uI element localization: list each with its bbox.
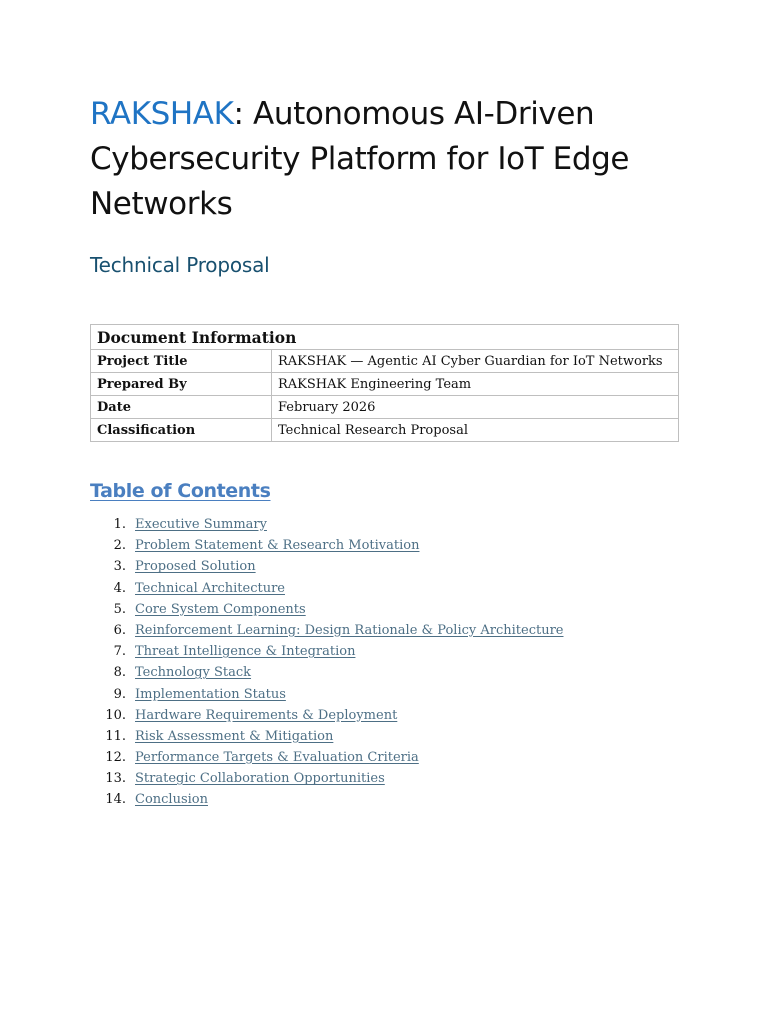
info-table-heading: Document Information [91,325,679,350]
toc-item-number: 12. [105,750,126,766]
title-accent-word: RAKSHAK [90,96,234,132]
document-subtitle: Technical Proposal [90,253,270,277]
toc-link-hardware-requirements[interactable]: Hardware Requirements & Deployment [135,707,398,723]
info-label: Prepared By [91,373,272,396]
toc-heading[interactable]: Table of Contents [90,480,271,502]
toc-item-number: 14. [105,792,126,808]
toc-link-conclusion[interactable]: Conclusion [135,792,208,808]
toc-item-number: 10. [105,707,126,723]
info-label: Classification [91,419,272,442]
document-info-table [90,324,679,442]
info-value: RAKSHAK — Agentic AI Cyber Guardian for IoT Networks [272,350,679,373]
info-value: Technical Research Proposal [272,419,679,442]
info-table-header-row [91,325,679,350]
toc-link-performance-targets[interactable]: Performance Targets & Evaluation Criteria [135,750,419,766]
title-rest: : Autonomous AI-Driven Cybersecurity Platform for IoT Edge Networks [90,96,630,222]
info-row-prepared-by [91,373,679,396]
toc-item-number: 8. [113,665,126,681]
toc-item-number: 11. [105,728,126,744]
toc-link-threat-intelligence[interactable]: Threat Intelligence & Integration [135,644,356,660]
toc-link-problem-statement[interactable]: Problem Statement & Research Motivation [135,538,420,554]
toc-item-number: 1. [113,517,126,532]
info-label: Project Title [91,350,272,373]
toc-link-strategic-collaboration[interactable]: Strategic Collaboration Opportunities [135,771,385,787]
document-title [90,92,680,227]
toc-link-proposed-solution[interactable]: Proposed Solution [135,559,256,575]
toc-link-technical-architecture[interactable]: Technical Architecture [135,580,285,596]
toc-item-number: 7. [113,644,126,660]
info-value: RAKSHAK Engineering Team [272,373,679,396]
toc-item-number: 3. [113,559,126,575]
toc-item-number: 2. [113,538,126,554]
toc-item-number: 6. [113,622,126,638]
toc-link-reinforcement-learning[interactable]: Reinforcement Learning: Design Rationale & Policy Architecture [135,622,564,638]
info-value: February 2026 [272,396,679,419]
info-row-date [91,396,679,419]
toc-link-technology-stack[interactable]: Technology Stack [135,665,252,681]
toc-link-implementation-status[interactable]: Implementation Status [135,686,286,702]
info-row-project-title [91,350,679,373]
toc-item-number: 4. [113,580,126,596]
info-label: Date [91,396,272,419]
toc-item-number: 9. [113,686,126,702]
toc-link-executive-summary[interactable]: Executive Summary [135,517,267,532]
toc-link-risk-assessment[interactable]: Risk Assessment & Mitigation [135,728,334,744]
info-row-classification [91,419,679,442]
toc-item-number: 5. [113,601,126,617]
toc-link-core-system-components[interactable]: Core System Components [135,601,306,617]
toc-item-number: 13. [105,771,126,787]
